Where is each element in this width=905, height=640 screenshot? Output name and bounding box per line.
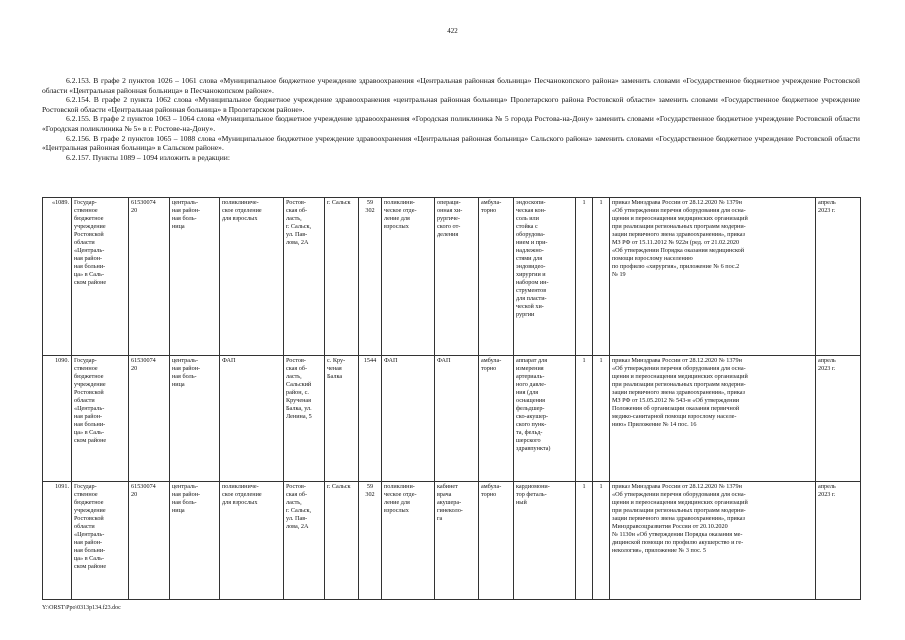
- cell-quantity-needed: 1: [576, 198, 593, 356]
- cell-quantity-needed: 1: [576, 482, 593, 600]
- cell-population: 59 302: [359, 482, 382, 600]
- equipment-table: [42, 197, 861, 600]
- paragraph: 6.2.157. Пункты 1089 – 1094 изложить в редакции:: [66, 152, 230, 162]
- cell-equipment-name: кардиомони- тор феталь- ный: [514, 482, 576, 600]
- cell-subdivision: поликлини- ческое отде- ление для взрослых: [382, 198, 435, 356]
- cell-deadline: апрель 2023 г.: [816, 482, 861, 600]
- cell-locality: г. Сальск: [325, 482, 359, 600]
- table-row: [43, 198, 861, 356]
- cell-subdivision: ФАП: [382, 356, 435, 482]
- cell-locality: с. Кру- ченая Балка: [325, 356, 359, 482]
- cell-legal-basis: приказ Минздрава России от 28.12.2020 № 1379н «Об утверждении перечня оборудования для осна- щения и переоснащения медицинских организаций при реализации региональных программ модерни- зации первичного звена здравоохранения», приказ МЗ РФ от 15.05.2012 № 543-н «Об утверждении Положения об организации оказания первичной медико-санитарной помощи взрослому населе- нию» Приложение № 14 пос. 16: [610, 356, 816, 482]
- cell-organization-name: Государ- ственное бюджетное учреждение Ростовской области «Централь- ная район- ная больни- ца» в Саль- ском районе: [72, 482, 129, 600]
- cell-deadline: апрель 2023 г.: [816, 356, 861, 482]
- cell-equipment-name: эндоскопи- ческая кон- соль или стойка с оборудова- нием и при- надлежно- стями для эндовидео- хирургии и набором ин- струментов для пласти- ческой хи- рургии: [514, 198, 576, 356]
- cell-equipment-name: аппарат для измерения артериаль- ного давле- ния (для оснащения фельдшер- ско-акушер- ского пунк- та, фельд- шерского здравпункта): [514, 356, 576, 482]
- cell-address: Ростов- ская об- ласть, г. Сальск, ул. Пав- лова, 2А: [284, 198, 325, 356]
- table-row: [43, 482, 861, 600]
- cell-deadline: апрель 2023 г.: [816, 198, 861, 356]
- cell-quantity-planned: 1: [593, 198, 610, 356]
- cell-row-number: 1090.: [43, 356, 72, 482]
- paragraph: 6.2.156. В графе 2 пунктов 1065 – 1088 слова «Муниципальное бюджетное учреждение здравоохранения «Центральная районная больница» Сальского района» заменить словами «Государственное бюджетное учреждение Ростовской области «Центральная районная больница» в Сальском районе».: [42, 133, 860, 153]
- cell-room: кабинет врача акушера- гинеколо- га: [435, 482, 479, 600]
- cell-department: поликлиниче- ское отделение для взрослых: [220, 482, 284, 600]
- cell-legal-basis: приказ Минздрава России от 28.12.2020 № 1379н «Об утверждении перечня оборудования для осна- щения и переоснащения медицинских организаций при реализации региональных программ модерни- зации первичного звена здравоохранения», приказ МЗ РФ от 15.11.2012 № 922н (ред. от 21.02.2020 «Об утверждении Порядка оказания медицинской помощи взрослому населению по профилю «хирургия», приложение № 6 пос.2 № 19: [610, 198, 816, 356]
- cell-row-number: 1091.: [43, 482, 72, 600]
- cell-room: ФАП: [435, 356, 479, 482]
- table-row: [43, 356, 861, 482]
- cell-quantity-planned: 1: [593, 482, 610, 600]
- paragraph: 6.2.153. В графе 2 пунктов 1026 – 1061 слова «Муниципальное бюджетное учреждение здравоохранения «Центральная районная больница» Песчанокопского района» заменить словами «Государственное бюджетное учреждение Ростовской области «Центральная районная больница» в Песчанокопском районе».: [42, 76, 860, 95]
- cell-legal-basis: приказ Минздрава России от 28.12.2020 № 1379н «Об утверждении перечня оборудования для осна- щения и переоснащения медицинских организаций при реализации региональных программ модерни- зации первичного звена здравоохранения», приказ Минздравсоцразвития России от 20.10.2020 № 1130н «Об утверждении Порядка оказания ме- дицинской помощи по профилю акушерство и ге- некология», приложение № 3 пос. 5: [610, 482, 816, 600]
- cell-department: ФАП: [220, 356, 284, 482]
- cell-org-subtype: централь- ная район- ная боль- ница: [170, 356, 220, 482]
- cell-locality: г. Сальск: [325, 198, 359, 356]
- cell-care-form: амбула- торно: [479, 356, 514, 482]
- cell-population: 1544: [359, 356, 382, 482]
- cell-org-subtype: централь- ная район- ная боль- ница: [170, 482, 220, 600]
- cell-subdivision: поликлини- ческое отде- ление для взрослых: [382, 482, 435, 600]
- cell-care-form: амбула- торно: [479, 198, 514, 356]
- paragraph: 6.2.155. В графе 2 пунктов 1063 – 1064 слова «Муниципальное бюджетное учреждение здравоохранения «Городская поликлиника № 5 города Ростова-на-Дону» заменить словами «Государственное бюджетное учреждение Ростовской области «Городская поликлиника № 5» в г. Ростове-на-Дону».: [42, 114, 860, 133]
- cell-inn: 61530074 20: [129, 482, 170, 600]
- cell-inn: 61530074 20: [129, 356, 170, 482]
- cell-address: Ростов- ская об- ласть, Сальский район, с. Крученая Балка, ул. Ленина, 5: [284, 356, 325, 482]
- paragraph: 6.2.154. В графе 2 пункта 1062 слова «Муниципальное бюджетное учреждение здравоохранения «центральная районная больница» Пролетарского района Ростовской области» заменить словами «Государственное бюджетное учреждение Ростовской области «Центральная районная больница» в Пролетарском районе».: [42, 95, 860, 114]
- cell-department: поликлиниче- ское отделение для взрослых: [220, 198, 284, 356]
- cell-inn: 61530074 20: [129, 198, 170, 356]
- amendment-paragraphs: [42, 76, 860, 162]
- page-number: 422: [447, 27, 458, 35]
- cell-population: 59 302: [359, 198, 382, 356]
- cell-care-form: амбула- торно: [479, 482, 514, 600]
- cell-room: операци- онная хи- рургиче- ского от- деления: [435, 198, 479, 356]
- cell-org-subtype: централь- ная район- ная боль- ница: [170, 198, 220, 356]
- cell-organization-name: Государ- ственное бюджетное учреждение Ростовской области «Централь- ная район- ная больни- ца» в Саль- ском районе: [72, 198, 129, 356]
- cell-address: Ростов- ская об- ласть, г. Сальск, ул. Пав- лова, 2А: [284, 482, 325, 600]
- cell-row-number: «1089.: [43, 198, 72, 356]
- cell-quantity-needed: 1: [576, 356, 593, 482]
- cell-organization-name: Государ- ственное бюджетное учреждение Ростовской области «Централь- ная район- ная больни- ца» в Саль- ском районе: [72, 356, 129, 482]
- file-path-footer: Y:\ORST\Ppo\0313p134.f23.doc: [42, 605, 121, 611]
- cell-quantity-planned: 1: [593, 356, 610, 482]
